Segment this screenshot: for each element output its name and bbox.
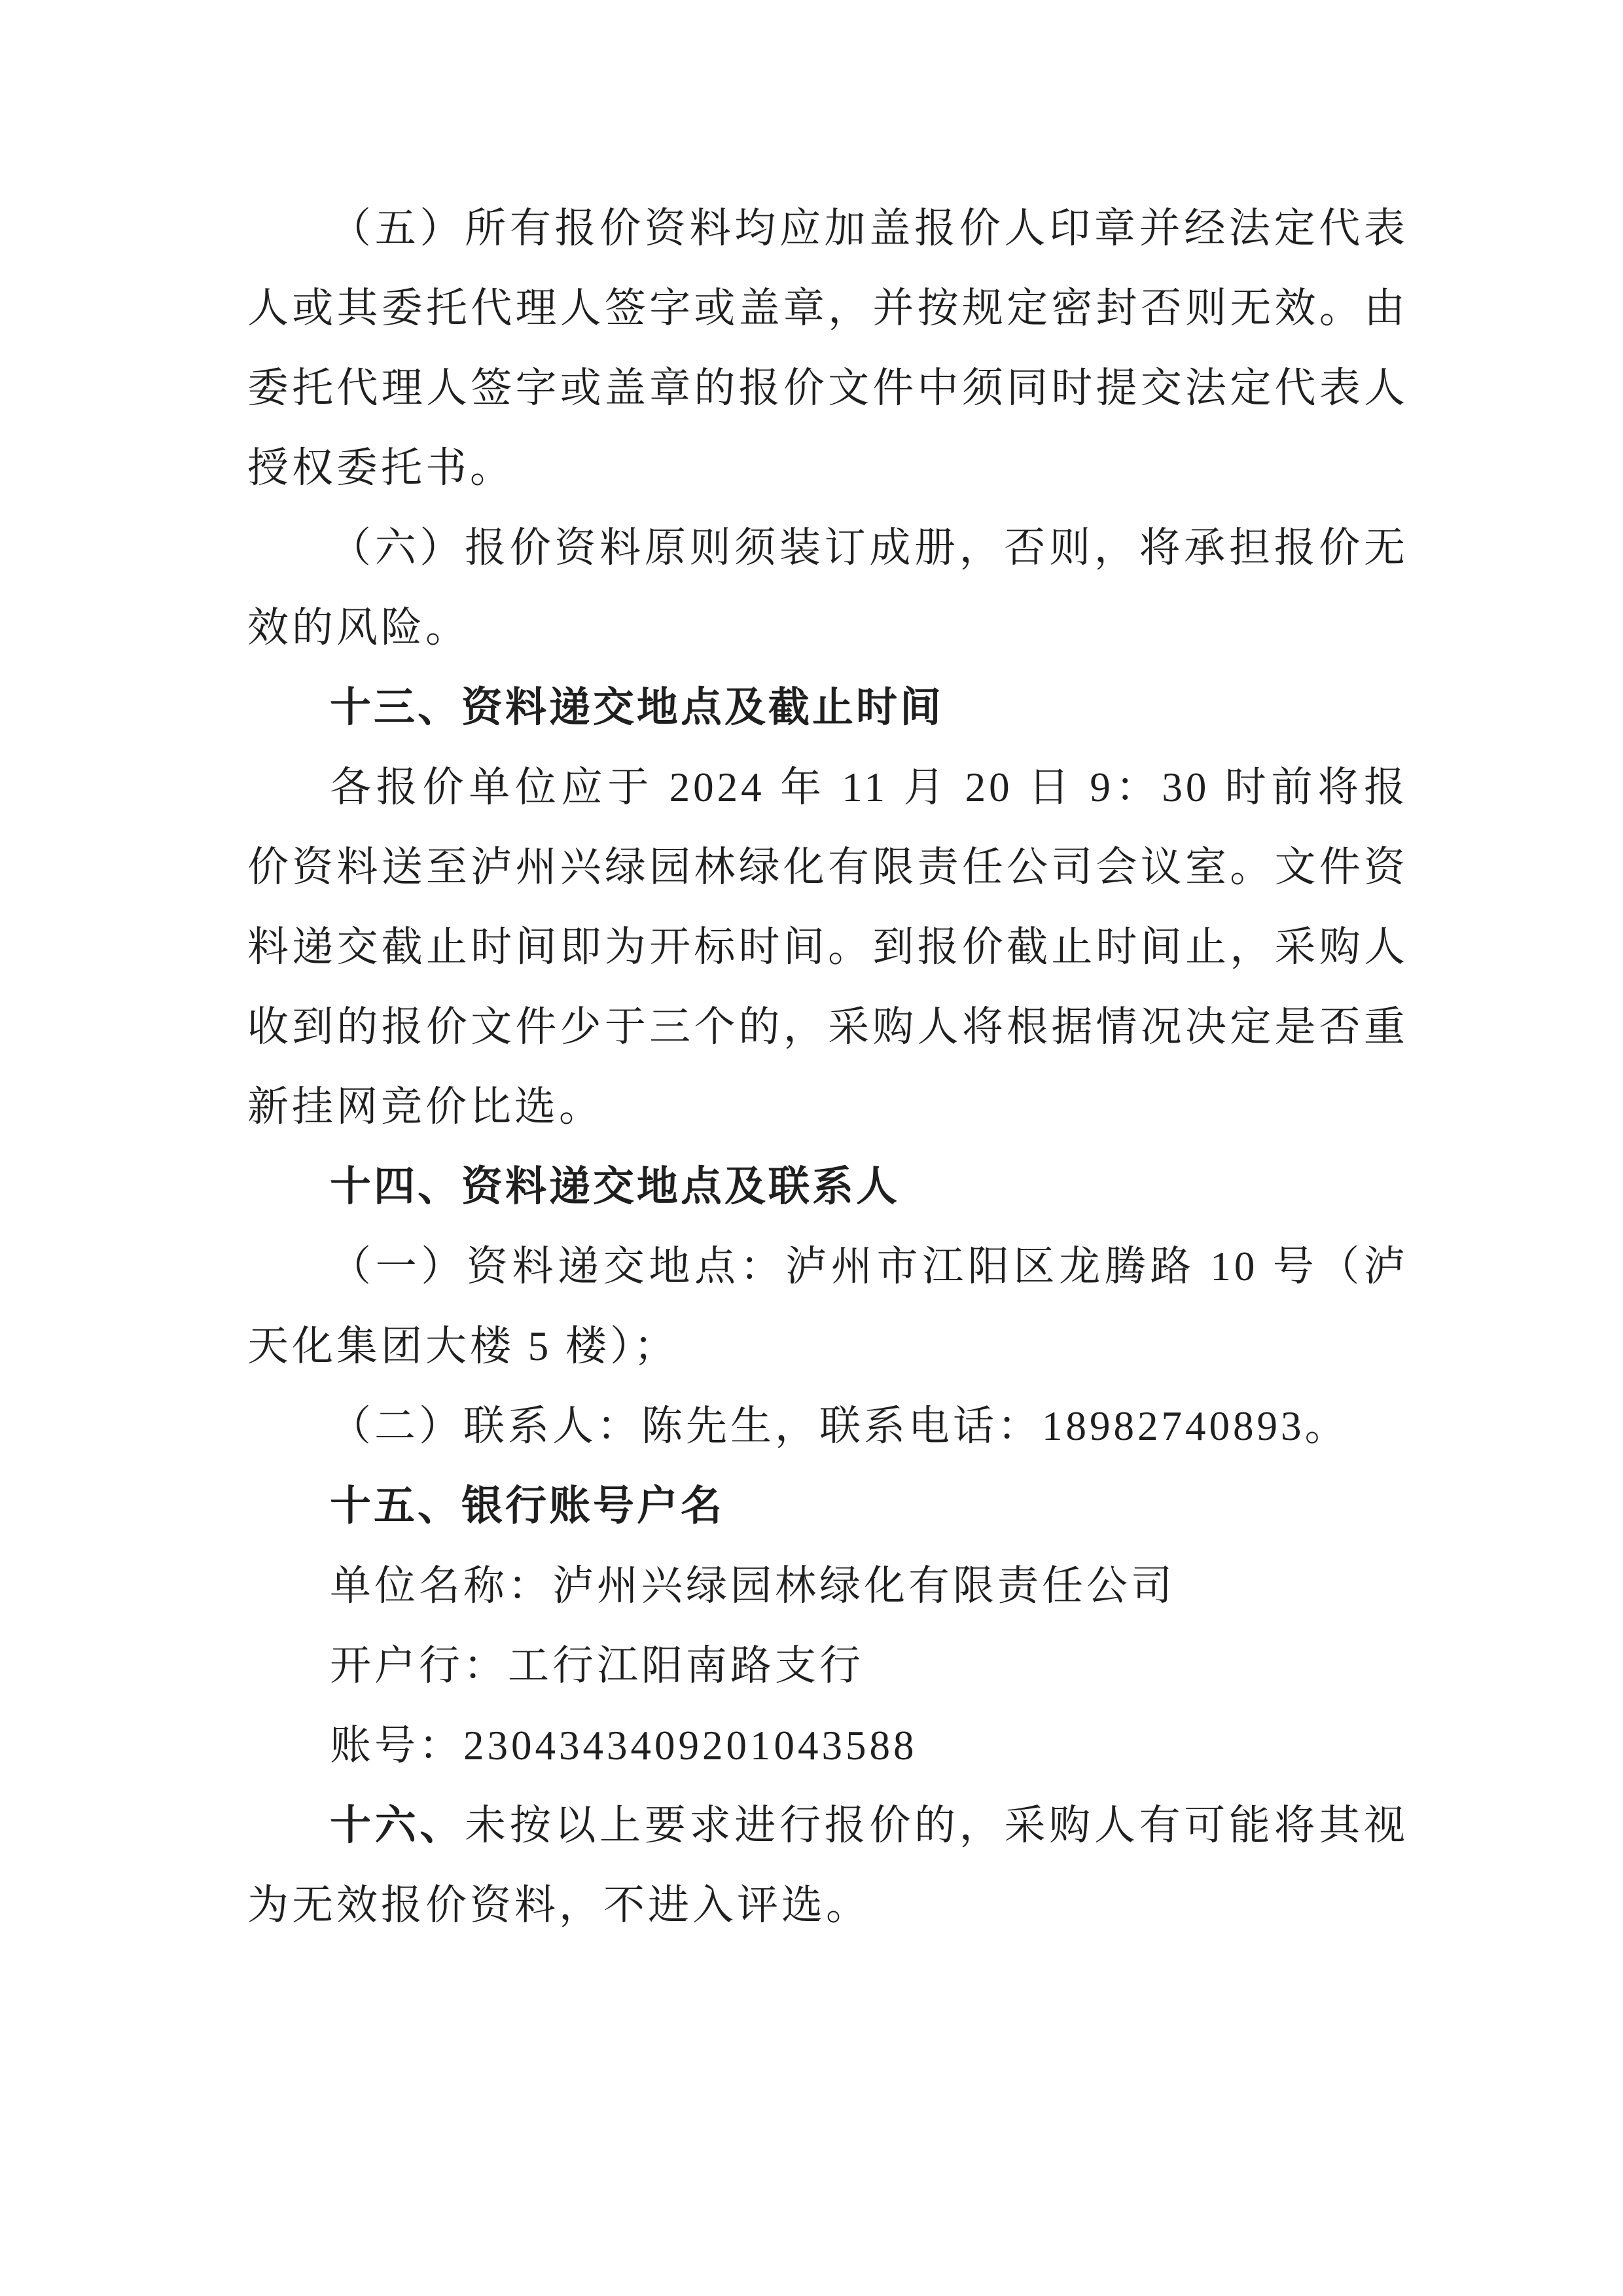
section-14-item-1-paragraph: （一）资料递交地点：泸州市江阳区龙腾路 10 号（泸天化集团大楼 5 楼）； <box>247 1244 1408 1369</box>
section-16-number-bold: 十六、 <box>330 1803 465 1848</box>
bank-account-name-line: 单位名称：泸州兴绿园林绿化有限责任公司 <box>330 1563 1175 1609</box>
section-13-heading: 十三、资料递交地点及截止时间 <box>330 685 944 730</box>
bank-branch-line: 开户行：工行江阳南路支行 <box>330 1643 864 1689</box>
clause-6-paragraph: （六）报价资料原则须装订成册，否则，将承担报价无效的风险。 <box>247 525 1408 651</box>
section-14-item-2-paragraph: （二）联系人：陈先生，联系电话：18982740893。 <box>330 1403 1349 1449</box>
section-14-heading: 十四、资料递交地点及联系人 <box>330 1164 900 1210</box>
section-15-heading: 十五、银行账号户名 <box>330 1483 724 1529</box>
clause-5-paragraph: （五）所有报价资料均应加盖报价人印章并经法定代表人或其委托代理人签字或盖章，并按规定密封否则无效。由委托代理人签字或盖章的报价文件中须同时提交法定代表人授权委托书。 <box>247 206 1408 491</box>
document-body <box>247 188 1408 1945</box>
bank-account-number-line: 账号：2304343409201043588 <box>330 1723 918 1768</box>
section-16-paragraph <box>247 1785 1408 1945</box>
section-13-paragraph: 各报价单位应于 2024 年 11 月 20 日 9：30 时前将报价资料送至泸州兴绿园林绿化有限责任公司会议室。文件资料递交截止时间即为开标时间。到报价截止时间止，采购人收到的报价文件少于三个的，采购人将根据情况决定是否重新挂网竞价比选。 <box>247 764 1408 1130</box>
section-16-text: 未按以上要求进行报价的，采购人有可能将其视为无效报价资料，不进入评选。 <box>247 1803 1409 1928</box>
